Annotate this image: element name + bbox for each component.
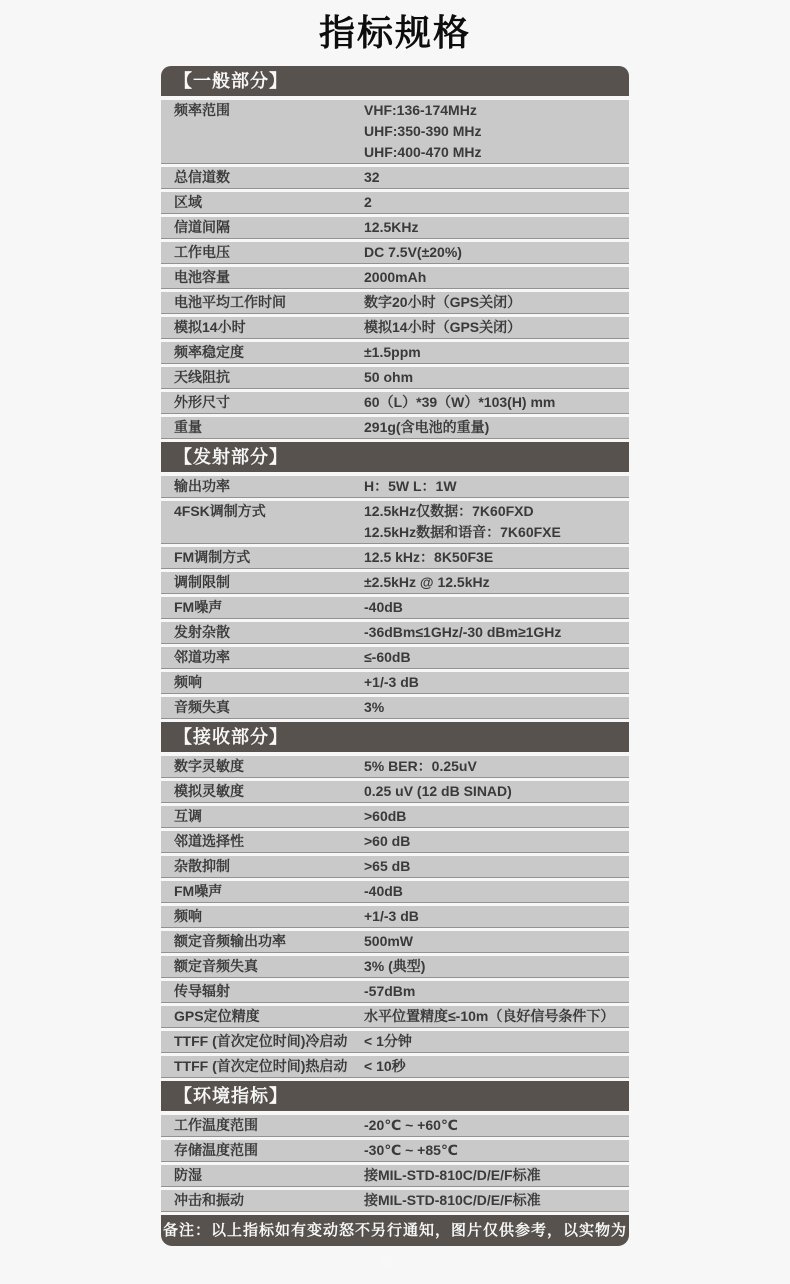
spec-value (364, 856, 629, 877)
spec-label: 杂散抑制 (174, 858, 230, 874)
spec-value-line: 12.5 kHz：8K50F3E (364, 549, 494, 565)
spec-value (364, 881, 629, 902)
spec-value-line: -40dB (364, 883, 403, 899)
spec-value (364, 831, 629, 852)
spec-label: 信道间隔 (174, 219, 230, 235)
spec-label: 发射杂散 (174, 624, 230, 640)
spec-row (161, 647, 629, 668)
spec-table (161, 66, 629, 1270)
spec-row (161, 167, 629, 188)
spec-value (364, 292, 629, 313)
spec-value (364, 931, 629, 952)
spec-row (161, 622, 629, 643)
spec-value (364, 981, 629, 1002)
spec-label: FM噪声 (174, 883, 223, 899)
spec-label: 互调 (174, 808, 202, 824)
section-header (161, 66, 629, 96)
spec-row (161, 672, 629, 693)
spec-row (161, 931, 629, 952)
spec-value-line: 模拟14小时（GPS关闭） (364, 319, 522, 335)
spec-label: 邻道功率 (174, 649, 230, 665)
spec-label: 模拟14小时 (174, 319, 246, 335)
spec-value-line: < 1分钟 (364, 1033, 412, 1049)
spec-value-line: UHF:400-470 MHz (364, 144, 482, 160)
spec-value-line: >60dB (364, 808, 407, 824)
section-header-label: 【一般部分】 (174, 71, 288, 91)
spec-label: 总信道数 (174, 169, 230, 185)
spec-value-line: -36dBm≤1GHz/-30 dBm≥1GHz (364, 624, 562, 640)
spec-label: 工作温度范围 (174, 1117, 258, 1133)
spec-value (364, 1031, 629, 1052)
page-title: 指标规格 (318, 12, 471, 53)
spec-row (161, 192, 629, 213)
spec-label: 输出功率 (174, 478, 230, 494)
spec-table-sections (161, 66, 629, 1211)
spec-label: 电池容量 (174, 269, 230, 285)
spec-value (364, 192, 629, 213)
spec-value-line: -57dBm (364, 983, 416, 999)
spec-row (161, 267, 629, 288)
spec-value (364, 956, 629, 977)
spec-label: 额定音频输出功率 (174, 933, 286, 949)
spec-label: GPS定位精度 (174, 1008, 260, 1024)
spec-label: FM调制方式 (174, 549, 251, 565)
spec-value-line: -20℃ ~ +60℃ (364, 1117, 458, 1133)
spec-value-line: ±2.5kHz @ 12.5kHz (364, 574, 490, 590)
spec-label: 模拟灵敏度 (174, 783, 244, 799)
spec-value-line: 291g(含电池的重量) (364, 419, 490, 435)
spec-value-line: >65 dB (364, 858, 411, 874)
spec-row (161, 367, 629, 388)
spec-value (364, 622, 629, 643)
spec-value (364, 697, 629, 718)
spec-row (161, 242, 629, 263)
spec-label: 4FSK调制方式 (174, 503, 266, 519)
spec-label: 工作电压 (174, 244, 230, 260)
spec-row (161, 906, 629, 927)
spec-value (364, 781, 629, 802)
spec-value-line: 0.25 uV (12 dB SINAD) (364, 783, 512, 799)
spec-section (161, 442, 629, 718)
spec-row (161, 597, 629, 618)
spec-value-line: 5% BER：0.25uV (364, 758, 477, 774)
spec-label: 频响 (174, 674, 202, 690)
spec-row (161, 217, 629, 238)
spec-row (161, 100, 629, 163)
spec-row (161, 756, 629, 777)
spec-value-line: -30℃ ~ +85℃ (364, 1142, 458, 1158)
spec-label: 冲击和振动 (174, 1192, 244, 1208)
section-rows (161, 100, 629, 438)
spec-value-line: 12.5kHz仅数据：7K60FXD (364, 503, 534, 519)
spec-value (364, 476, 629, 497)
footer-note: 备注：以上指标如有变动怒不另行通知，图片仅供参考，以实物为准。 (161, 1215, 629, 1246)
spec-label: TTFF (首次定位时间)热启动 (174, 1058, 348, 1074)
spec-label: 电池平均工作时间 (174, 294, 286, 310)
spec-value (364, 1006, 629, 1027)
spec-row (161, 392, 629, 413)
spec-value (364, 317, 629, 338)
spec-label: 外形尺寸 (174, 394, 230, 410)
spec-value (364, 806, 629, 827)
spec-value-line: 3% (364, 699, 385, 715)
spec-row (161, 1031, 629, 1052)
section-header (161, 722, 629, 752)
spec-label: 频率范围 (174, 102, 230, 118)
spec-label: 天线阻抗 (174, 369, 230, 385)
spec-value (364, 242, 629, 263)
spec-label: 邻道选择性 (174, 833, 244, 849)
section-header-label: 【发射部分】 (174, 447, 288, 467)
spec-value (364, 572, 629, 593)
section-header-label: 【环境指标】 (174, 1086, 288, 1106)
section-header (161, 1081, 629, 1111)
spec-value-line: DC 7.5V(±20%) (364, 244, 462, 260)
spec-label: 存储温度范围 (174, 1142, 258, 1158)
spec-value-line: < 10秒 (364, 1058, 406, 1074)
spec-value-line: 接MIL-STD-810C/D/E/F标准 (364, 1167, 541, 1183)
spec-value-line: 2 (364, 194, 372, 210)
spec-value-line: H：5W L：1W (364, 478, 457, 494)
spec-row (161, 697, 629, 718)
spec-row (161, 1006, 629, 1027)
spec-label: 额定音频失真 (174, 958, 258, 974)
spec-value (364, 342, 629, 363)
spec-row (161, 417, 629, 438)
section-rows (161, 476, 629, 718)
spec-value (364, 547, 629, 568)
spec-value (364, 100, 629, 163)
spec-value (364, 1056, 629, 1077)
spec-value (364, 1115, 629, 1136)
spec-label: TTFF (首次定位时间)冷启动 (174, 1033, 348, 1049)
spec-row (161, 1165, 629, 1186)
spec-row (161, 1190, 629, 1211)
spec-value (364, 392, 629, 413)
spec-value-line: -40dB (364, 599, 403, 615)
spec-row (161, 1115, 629, 1136)
spec-value (364, 217, 629, 238)
spec-row (161, 831, 629, 852)
spec-label: 数字灵敏度 (174, 758, 244, 774)
spec-row (161, 501, 629, 543)
spec-value (364, 367, 629, 388)
spec-value-line: 接MIL-STD-810C/D/E/F标准 (364, 1192, 541, 1208)
spec-section (161, 66, 629, 438)
spec-value (364, 672, 629, 693)
spec-value-line: 12.5kHz数据和语音：7K60FXE (364, 524, 561, 540)
spec-value-line: +1/-3 dB (364, 908, 419, 924)
spec-value-line: >60 dB (364, 833, 411, 849)
spec-value-line: 数字20小时（GPS关闭） (364, 294, 522, 310)
section-rows (161, 1115, 629, 1211)
spec-row (161, 342, 629, 363)
spec-row (161, 781, 629, 802)
spec-value (364, 1140, 629, 1161)
spec-label: 重量 (174, 419, 202, 435)
spec-label: 区域 (174, 194, 202, 210)
spec-value-line: ≤-60dB (364, 649, 411, 665)
spec-label: FM噪声 (174, 599, 223, 615)
spec-value (364, 756, 629, 777)
spec-value-line: 50 ohm (364, 369, 414, 385)
spec-value (364, 417, 629, 438)
spec-value-line: 32 (364, 169, 380, 185)
spec-value-line: ±1.5ppm (364, 344, 421, 360)
section-header-label: 【接收部分】 (174, 727, 288, 747)
spec-section (161, 1081, 629, 1211)
spec-value (364, 267, 629, 288)
spec-value (364, 167, 629, 188)
spec-value (364, 1165, 629, 1186)
spec-row (161, 476, 629, 497)
spec-value-line: 2000mAh (364, 269, 427, 285)
spec-value-line: VHF:136-174MHz (364, 102, 477, 118)
spec-label: 频率稳定度 (174, 344, 244, 360)
spec-row (161, 292, 629, 313)
spec-label: 频响 (174, 908, 202, 924)
spec-value-line: UHF:350-390 MHz (364, 123, 482, 139)
spec-row (161, 956, 629, 977)
spec-value-line: 水平位置精度≤-10m（良好信号条件下） (364, 1008, 615, 1024)
spec-row (161, 856, 629, 877)
spec-row (161, 1056, 629, 1077)
spec-row (161, 1140, 629, 1161)
spec-value-line: 500mW (364, 933, 414, 949)
spec-row (161, 547, 629, 568)
spec-row (161, 317, 629, 338)
spec-value-line: 3% (典型) (364, 958, 426, 974)
spec-row (161, 981, 629, 1002)
spec-value-line: 12.5KHz (364, 219, 419, 235)
spec-label: 防湿 (174, 1167, 202, 1183)
section-header (161, 442, 629, 472)
spec-section (161, 722, 629, 1077)
spec-row (161, 881, 629, 902)
spec-value (364, 1190, 629, 1211)
spec-value (364, 906, 629, 927)
spec-label: 传导辐射 (174, 983, 230, 999)
spec-value (364, 597, 629, 618)
spec-row (161, 806, 629, 827)
spec-value-line: 60（L）*39（W）*103(H) mm (364, 394, 556, 410)
spec-value (364, 647, 629, 668)
spec-value (364, 501, 629, 543)
spec-label: 调制限制 (174, 574, 230, 590)
spec-label: 音频失真 (174, 699, 230, 715)
spec-value-line: +1/-3 dB (364, 674, 419, 690)
spec-row (161, 572, 629, 593)
section-rows (161, 756, 629, 1077)
